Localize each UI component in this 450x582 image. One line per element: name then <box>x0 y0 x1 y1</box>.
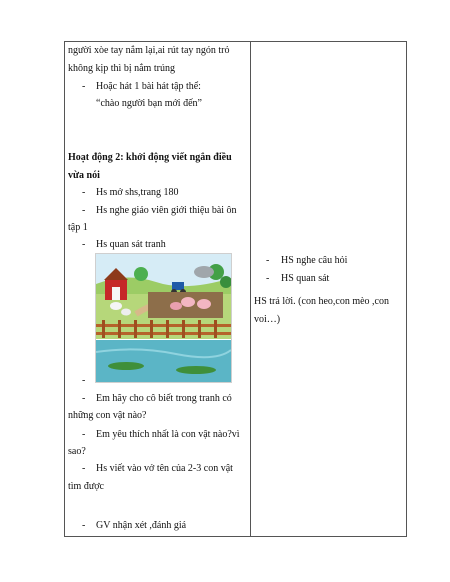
list-item: Hs mở shs,trang 180 <box>96 187 179 198</box>
list-item: Hs quan sát tranh <box>96 239 166 250</box>
bullet-dash: - <box>82 393 86 404</box>
list-item: HS nghe câu hỏi <box>281 255 348 266</box>
answer-line: voi…) <box>254 314 281 325</box>
question-line: tìm được <box>68 481 104 492</box>
closing-line: GV nhận xét ,đánh giá <box>96 520 187 531</box>
text-line: “chào người bạn mới đến” <box>96 98 202 109</box>
answer-line: HS trả lời. (con heo,con mèo ,con <box>254 296 389 307</box>
farm-illustration <box>95 253 232 383</box>
bullet-dash: - <box>82 187 86 198</box>
activity-heading: vừa nói <box>68 170 100 181</box>
bullet-dash: - <box>82 520 86 531</box>
bullet-dash: - <box>82 81 86 92</box>
bullet-dash: - <box>82 205 86 216</box>
bullet-dash: - <box>82 375 86 386</box>
question-line: Em hãy cho cô biết trong tranh có <box>96 393 232 404</box>
text-line: Hoặc hát 1 bài hát tập thể: <box>96 81 201 92</box>
bullet-dash: - <box>266 255 270 266</box>
list-item: Hs nghe giáo viên giới thiệu bài ôn <box>96 205 237 216</box>
text-line: không kịp thì bị nắm trúng <box>68 63 175 74</box>
bullet-dash: - <box>82 239 86 250</box>
question-line: Em yêu thích nhất là con vật nào?vì <box>96 429 240 440</box>
question-line: Hs viết vào vở tên của 2-3 con vật <box>96 463 233 474</box>
activity-heading: Hoạt động 2: khởi động viết ngắn điều <box>68 152 232 163</box>
text-line: người xòe tay nắm lại,ai rút tay ngón trỏ <box>68 45 230 56</box>
bullet-dash: - <box>82 429 86 440</box>
list-item: HS quan sát <box>281 273 330 284</box>
bullet-dash: - <box>82 463 86 474</box>
question-line: sao? <box>68 446 86 457</box>
column-divider <box>250 41 251 537</box>
question-line: những con vật nào? <box>68 410 147 421</box>
bullet-dash: - <box>266 273 270 284</box>
list-item: tập 1 <box>68 222 88 233</box>
